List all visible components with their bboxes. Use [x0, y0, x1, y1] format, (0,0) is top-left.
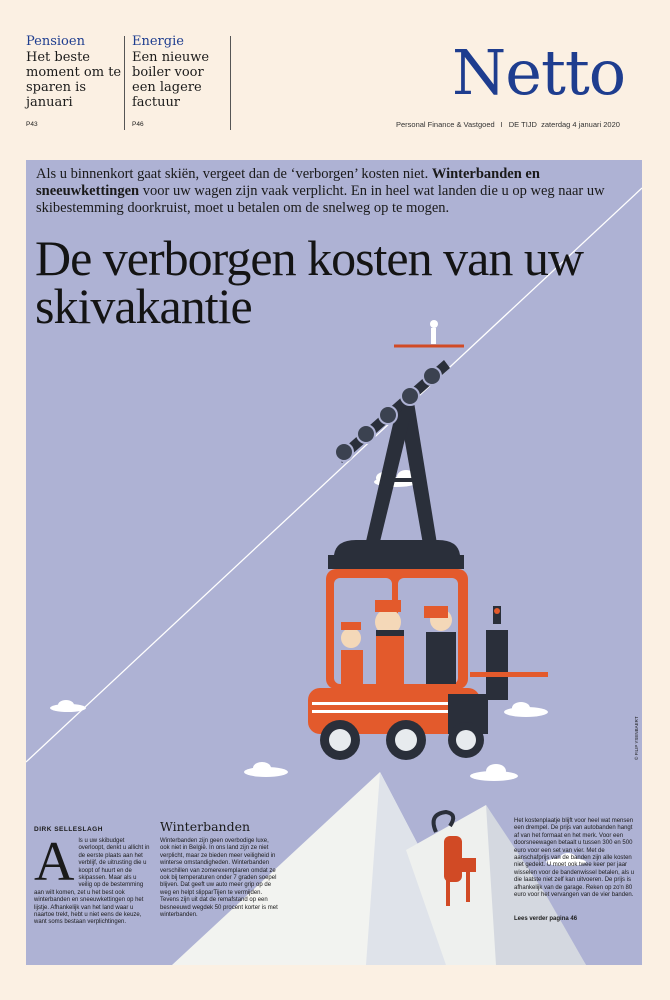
masthead-logo: Netto [452, 36, 626, 109]
illustration-credit: © FILIP YSENBAERT [634, 716, 639, 760]
intro-text [36, 166, 608, 217]
teaser-page: P46 [132, 121, 144, 128]
article-column-3: Het kostenplaatje blijft voor heel wat mensen een drempel. De prijs van autobanden hangt af van het formaat en het merk. Voor een doorsneewagen betaalt u tussen 300 en 500 euro voor een set van vier. Met de aanschafprijs van de banden zijn alle kosten niet gedekt. U moet ook twee keer per jaar wisselen voor de bandenwissel betalen, als u die laatste niet zelf kan uitvoeren. De prijs is afhankelijk van de garage. Reken op zo'n 80 euro voor het vervangen van de vier banden. [514, 818, 635, 899]
teaser-energie[interactable] [132, 34, 230, 128]
teaser-section: Pensioen [26, 34, 85, 49]
article-column-2: Winterbanden zijn geen overbodige luxe, ook niet in België. In ons land zijn ze niet verplicht, maar ze bieden meer veiligheid in winterse omstandigheden. Winterbanden verschillen van zomerexemplaren omdat ze ook bij temperaturen onder 7 graden soepel blijven. Dat geeft uw auto meer grip op de weg en helpt slipparTijen te vermijden. Tevens zijn uit dat de remafstand op een besneeuwd wegdek 50 procent korter is met winterbanden. [160, 838, 278, 919]
gondola [308, 540, 548, 760]
teaser-page: P43 [26, 121, 38, 128]
brand: DE TIJD [508, 120, 537, 129]
separator: I [500, 120, 503, 129]
masthead-subtitle: Personal Finance & Vastgoed [396, 120, 495, 129]
teaser-text: Een nieuwe boiler voor een lagere factuur [132, 50, 210, 110]
intro-part: voor uw wagen zijn vaak verplicht. En in heel wat landen die u op weg naar uw skibestemming doorkruist, moet u betalen om de snelweg op te mogen. [36, 183, 605, 216]
teaser-pensioen[interactable] [26, 34, 124, 128]
headline: De verborgen kosten van uw skivakantie [35, 230, 583, 334]
continued-link[interactable]: Lees verder pagina 46 [514, 916, 578, 922]
article-column-1 [34, 831, 150, 927]
drop-cap: A [34, 831, 75, 893]
divider [230, 36, 231, 130]
intro-part: Als u binnenkort gaat skiën, vergeet dan de ‘verborgen’ kosten niet. [36, 166, 432, 182]
intro-bold: Winterbanden en sneeuwkettingen [36, 166, 540, 199]
subhead: Winterbanden [160, 819, 251, 834]
column-text: ls u uw skibudget overloopt, denkt u allicht in de eerste plaats aan het verblijf, de uitrusting die u koopt of huurt en de skipassen. Maar als u veilig op de bestemming aan wilt komen, zet u het best ook winterbanden en sneeuwkettingen op het lijstje. Afhankelijk van het land waar u naartoe trekt, hebt u niet eens de keuze, want soms bestaan verplichtingen. [34, 838, 150, 926]
byline: DIRK SELLESLAGH [34, 826, 103, 833]
pylon [335, 320, 464, 550]
teaser-text: Het beste moment om te sparen is januari [26, 50, 122, 110]
divider [124, 36, 125, 130]
teaser-section: Energie [132, 34, 184, 49]
masthead-info [396, 120, 620, 129]
date: zaterdag 4 januari 2020 [541, 120, 620, 129]
